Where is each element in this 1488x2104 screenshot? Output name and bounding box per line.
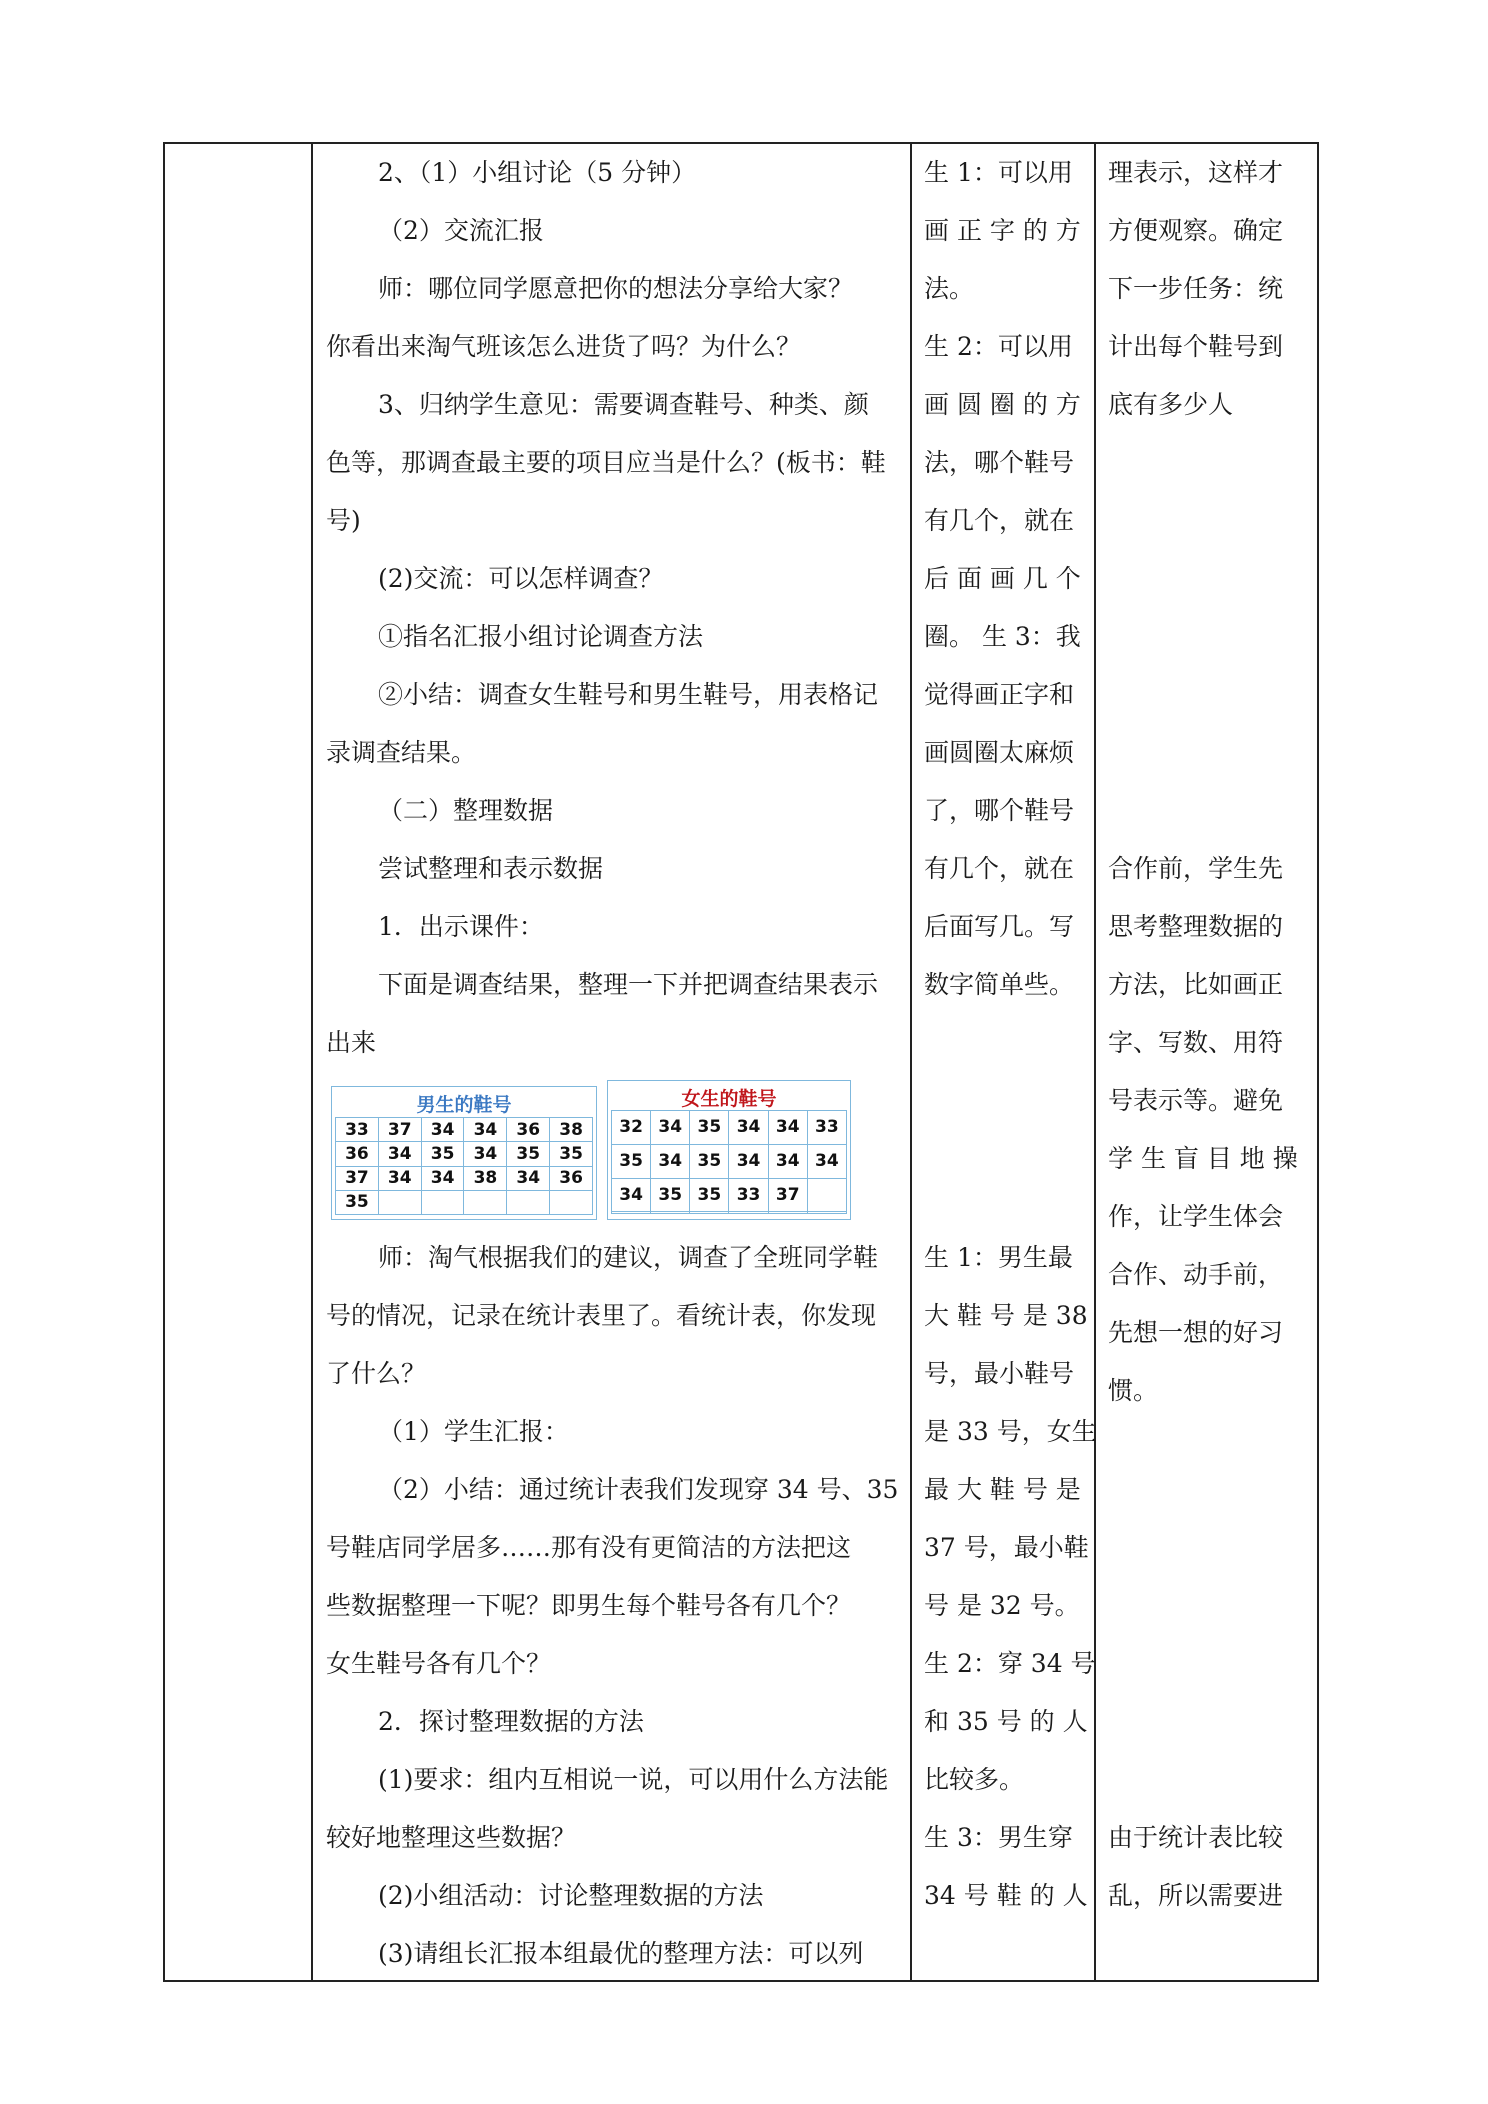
text-line: 尝试整理和表示数据 (378, 854, 604, 883)
table-cell: 35 (690, 1111, 729, 1145)
text-line: 些数据整理一下呢？即男生每个鞋号各有几个？ (326, 1591, 852, 1620)
text-line: 号的情况，记录在统计表里了。看统计表，你发现 (326, 1301, 877, 1330)
text-line: 生 2：可以用 (924, 332, 1073, 361)
table-cell: 35 (612, 1144, 651, 1178)
text-line: 理表示，这样才 (1108, 158, 1284, 187)
text-line: (1)要求：组内互相说一说，可以用什么方法能 (378, 1765, 889, 1794)
boys-table-title: 男生的鞋号 (416, 1094, 512, 1116)
table-cell (807, 1178, 846, 1212)
table-cell: 35 (651, 1178, 690, 1212)
table-cell: 34 (378, 1166, 421, 1190)
text-line: 先想一想的好习 (1108, 1318, 1284, 1347)
table-cell: 35 (336, 1190, 379, 1214)
text-line: 惯。 (1108, 1376, 1159, 1405)
text-line: 34 号 鞋 的 人 (924, 1881, 1088, 1910)
text-line: 画 正 字 的 方 (924, 216, 1081, 245)
text-line: 作，让学生体会 (1108, 1202, 1284, 1231)
text-line: 比较多。 (924, 1765, 1025, 1794)
table-cell: 35 (690, 1144, 729, 1178)
table-cell: 38 (550, 1118, 593, 1142)
section-heading: （二）整理数据 (378, 796, 554, 825)
text-line: 录调查结果。 (326, 738, 477, 767)
table-row (336, 1190, 593, 1214)
table-cell: 32 (612, 1111, 651, 1145)
table-row (612, 1111, 847, 1145)
table-row (336, 1166, 593, 1190)
table-row (612, 1144, 847, 1178)
text-line: 后面写几。写 (924, 912, 1075, 941)
text-line: 最 大 鞋 号 是 (924, 1475, 1081, 1504)
text-line: 号) (326, 506, 361, 535)
table-cell: 34 (378, 1142, 421, 1166)
text-line: 你看出来淘气班该怎么进货了吗？为什么？ (326, 332, 802, 361)
table-border-right (1317, 142, 1319, 1982)
table-cell: 34 (768, 1111, 807, 1145)
table-cell: 34 (464, 1142, 507, 1166)
text-line: 由于统计表比较 (1108, 1823, 1284, 1852)
table-cell: 34 (729, 1144, 768, 1178)
table-cell: 34 (729, 1111, 768, 1145)
text-line: 圈。 生 3：我 (924, 622, 1081, 651)
table-cell (612, 1212, 651, 1214)
text-line: 号，最小鞋号 (924, 1359, 1075, 1388)
text-line: (2)交流：可以怎样调查？ (378, 564, 664, 593)
table-cell: 34 (651, 1144, 690, 1178)
text-line: 了，哪个鞋号 (924, 796, 1075, 825)
text-line: 了什么？ (326, 1359, 427, 1388)
text-line: 和 35 号 的 人 (924, 1707, 1088, 1736)
text-line: 字、写数、用符 (1108, 1028, 1284, 1057)
text-line: 大 鞋 号 是 38 (924, 1301, 1088, 1330)
table-cell: 33 (336, 1118, 379, 1142)
text-line: ①指名汇报小组讨论调查方法 (378, 622, 704, 651)
table-cell: 37 (768, 1178, 807, 1212)
table-cell (550, 1190, 593, 1214)
table-cell: 34 (421, 1118, 464, 1142)
table-cell: 37 (336, 1166, 379, 1190)
text-line: （2）交流汇报 (378, 216, 544, 245)
text-line: 法。 (924, 274, 975, 303)
table-cell: 35 (550, 1142, 593, 1166)
table-cell (729, 1212, 768, 1214)
teaching-process-column (326, 143, 899, 1979)
text-line: 方便观察。确定 (1108, 216, 1284, 245)
text-line: 方法，比如画正 (1108, 970, 1284, 999)
text-line: 37 号，最小鞋 (924, 1533, 1089, 1562)
text-line: 1．出示课件： (378, 912, 544, 941)
column-divider-3 (1094, 142, 1096, 1982)
text-line: 后 面 画 几 个 (924, 564, 1081, 593)
text-line: 师：淘气根据我们的建议，调查了全班同学鞋 (378, 1243, 879, 1272)
survey-tables-figure (331, 1080, 851, 1222)
text-line: 生 1：男生最 (924, 1243, 1073, 1272)
text-line: 是 33 号，女生 (924, 1417, 1097, 1446)
table-cell: 38 (464, 1166, 507, 1190)
table-cell (464, 1190, 507, 1214)
text-line: 画 圆 圈 的 方 (924, 390, 1081, 419)
table-cell: 37 (378, 1118, 421, 1142)
table-cell (768, 1212, 807, 1214)
text-line: 出来 (326, 1028, 377, 1057)
text-line: 3、归纳学生意见：需要调查鞋号、种类、颜 (378, 390, 869, 419)
design-intent-column (1108, 143, 1308, 1979)
text-line: (3)请组长汇报本组最优的整理方法：可以列 (378, 1939, 864, 1968)
text-line: 2．探讨整理数据的方法 (378, 1707, 644, 1736)
table-border-bottom (163, 1980, 1319, 1982)
blank-column (165, 143, 311, 1979)
text-line: 画圆圈太麻烦 (924, 738, 1075, 767)
text-line: （2）小结：通过统计表我们发现穿 34 号、35 (378, 1475, 899, 1504)
table-cell: 34 (807, 1144, 846, 1178)
table-row (336, 1142, 593, 1166)
table-cell: 34 (421, 1166, 464, 1190)
text-line: 下一步任务：统 (1108, 274, 1284, 303)
text-line: 底有多少人 (1108, 390, 1234, 419)
table-cell: 36 (336, 1142, 379, 1166)
text-line: 2、（1）小组讨论（5 分钟） (378, 158, 697, 187)
table-cell: 33 (807, 1111, 846, 1145)
table-cell: 34 (768, 1144, 807, 1178)
table-cell: 34 (464, 1118, 507, 1142)
text-line: 师：哪位同学愿意把你的想法分享给大家？ (378, 274, 854, 303)
text-line: 乱，所以需要进 (1108, 1881, 1284, 1910)
text-line: 色等，那调查最主要的项目应当是什么？(板书：鞋 (326, 448, 886, 477)
table-cell (807, 1212, 846, 1214)
text-line: 法，哪个鞋号 (924, 448, 1075, 477)
table-cell: 34 (612, 1178, 651, 1212)
text-line: 女生鞋号各有几个？ (326, 1649, 552, 1678)
text-line: 有几个，就在 (924, 854, 1075, 883)
text-line: 号 是 32 号。 (924, 1591, 1080, 1620)
text-line: 合作前，学生先 (1108, 854, 1284, 883)
text-line: 觉得画正字和 (924, 680, 1075, 709)
column-divider-2 (910, 142, 912, 1982)
girls-shoe-size-table (611, 1110, 847, 1214)
table-cell: 35 (507, 1142, 550, 1166)
table-row (336, 1118, 593, 1142)
student-activity-column (924, 143, 1097, 1979)
text-line: ②小结：调查女生鞋号和男生鞋号，用表格记 (378, 680, 879, 709)
table-cell: 33 (729, 1178, 768, 1212)
text-line: 思考整理数据的 (1108, 912, 1284, 941)
text-line: (2)小组活动：讨论整理数据的方法 (378, 1881, 764, 1910)
text-line: 生 3：男生穿 (924, 1823, 1073, 1852)
text-line: 号表示等。避免 (1108, 1086, 1284, 1115)
girls-table-title: 女生的鞋号 (681, 1088, 777, 1110)
table-row (612, 1212, 847, 1214)
text-line: 号鞋店同学居多……那有没有更简洁的方法把这 (326, 1533, 852, 1562)
table-cell: 34 (507, 1166, 550, 1190)
text-line: 生 1：可以用 (924, 158, 1073, 187)
table-cell (421, 1190, 464, 1214)
table-cell: 35 (690, 1178, 729, 1212)
column-divider-1 (311, 142, 313, 1982)
text-line: 有几个，就在 (924, 506, 1075, 535)
text-line: 下面是调查结果，整理一下并把调查结果表示 (378, 970, 879, 999)
text-line: 学 生 盲 目 地 操 (1108, 1144, 1298, 1173)
table-cell (651, 1212, 690, 1214)
text-line: 较好地整理这些数据？ (326, 1823, 577, 1852)
text-line: 数字简单些。 (924, 970, 1075, 999)
table-row (612, 1178, 847, 1212)
boys-shoe-size-table (335, 1117, 593, 1215)
table-cell: 36 (507, 1118, 550, 1142)
text-line: 计出每个鞋号到 (1108, 332, 1284, 361)
text-line: 合作、动手前， (1108, 1260, 1284, 1289)
table-cell: 34 (651, 1111, 690, 1145)
table-cell: 35 (421, 1142, 464, 1166)
table-cell: 36 (550, 1166, 593, 1190)
table-cell (690, 1212, 729, 1214)
table-cell (507, 1190, 550, 1214)
text-line: 生 2：穿 34 号 (924, 1649, 1096, 1678)
text-line: （1）学生汇报： (378, 1417, 569, 1446)
table-cell (378, 1190, 421, 1214)
